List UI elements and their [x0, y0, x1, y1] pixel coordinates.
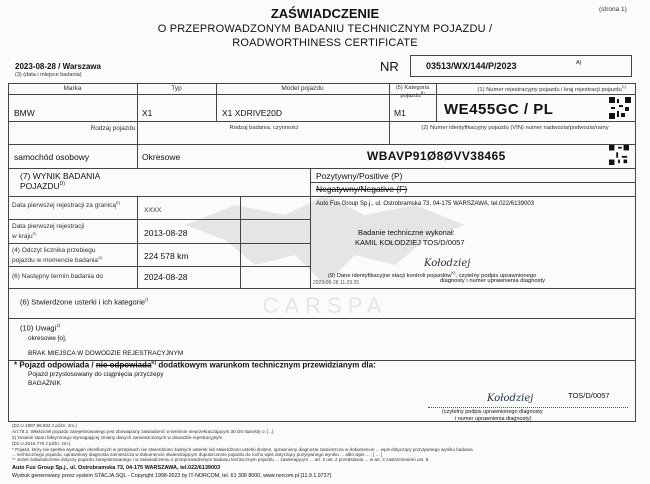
first-reg-abroad-label: Data pierwszej rejestracji za granicą$^{E)}$	[12, 200, 121, 210]
grid-line	[8, 243, 310, 244]
col-make-header: Marka	[63, 85, 82, 92]
vehicle-type: X1	[142, 108, 153, 118]
footnote: 2) zmianie stanu faktycznego wymagającej zmiany danych zamieszczonych w dowodzie rejestracyjnym	[12, 435, 223, 440]
certificate-number-sup: A)	[576, 60, 582, 66]
grid-line	[8, 94, 636, 95]
grid-line	[8, 219, 310, 220]
footer-company: Auto Fus Group Sp.j., ul. Ostrobramska 73, 04-175 WARSZAWA, tel.022/6139003	[12, 465, 221, 471]
odometer-value: 224 578 km	[144, 251, 189, 261]
inspector-note-2: diagnosty i numer uprawnienia diagnosty	[440, 278, 546, 284]
grid-line	[137, 196, 138, 288]
vehicle-model: X1 XDRIVE20D	[222, 108, 282, 118]
col-type-header: Typ	[171, 85, 182, 92]
result-positive: Pozytywny/Positive (P)	[316, 171, 403, 181]
vin-label: (2) Numer identyfikacyjny pojazdu (VIN) numer nadwozia/podwozia/ramy	[421, 125, 609, 131]
first-reg-value: 2013-08-28	[144, 228, 188, 238]
grid-line	[8, 266, 310, 267]
inspector-note-1: (9) Dane identyfikacyjne stacji kontroli pojazdów$^{K)}$, czytelny podpis uprawnionego	[328, 270, 537, 279]
nr-label: NR	[380, 59, 399, 74]
subtitle-pl: O PRZEPROWADZONYM BADANIU TECHNICZNYM POJAZDU /	[157, 23, 493, 35]
bottom-signature: Kołodziej	[487, 393, 534, 404]
grid-line	[8, 288, 636, 289]
footnote: (Dz.U.2015.776 z późn. zm.)	[12, 441, 71, 446]
grid-line	[240, 196, 241, 288]
page-title: ZAŚWIADCZENIE	[270, 6, 380, 21]
inspection-kind-value: Okresowe	[142, 152, 181, 162]
date-place-note: (3) (data i miejsce badania)	[15, 72, 82, 78]
footer-system: Wydruk generowany przez system STACJA.SQL - Copyright 1998-2023 by IT-NORCOM, tel. 61 306 8000, www.norcom.pl [11.9.1.9737]	[12, 473, 331, 479]
timestamp: 2023-08-28 11:29:25	[313, 280, 360, 286]
grid-line	[8, 196, 636, 197]
footnote: ... technicznego pojazdu, uprawniony diagnosta zamieszcza w dokumencie stwierdzającym dopuszczenie pojazdu do ruchu wpis dotyczący pozytywnego wyniku ... albo wpis ... ; [ ... ]	[12, 452, 383, 457]
col-category-header: (5) Kategoria pojazdu$^{B)}$	[395, 85, 430, 100]
qr-code-icon	[609, 97, 631, 119]
remarks-line-2: BRAK MIEJSCA W DOWODZIE REJESTRACYJNYM	[28, 350, 184, 357]
footnote: ** Jeżeli zaświadczenie dotyczy pojazdu zarejestrowanego i w zaświadczeniu o przeprowadzonym badaniu technicznym pojazdu ... zawierającym ... art. 2 ust. 2 przedstawia ... w art. 2 zastrzeżeniem ust. 5.	[12, 457, 430, 462]
vehicle-category: M1	[394, 108, 406, 118]
remarks-line-5: BAGAŻNIK	[28, 380, 61, 387]
footnote: (Dz.U.1997.98.602 z późn. zm.)	[12, 423, 77, 428]
remarks-line-4: Pojazd przystosowany do ciągnięcia przyczepy	[28, 371, 164, 378]
grid-line	[8, 144, 636, 145]
certificate-number: 03513/WX/144/P/2023	[426, 61, 517, 71]
first-reg-abroad-value: XXXX	[144, 207, 162, 214]
footnote: Art.78.2. Właściciel pojazdu zarejestrowanego jest obowiązany zawiadomić w terminie nieprzekraczającym 30 dni starostę o: [...]	[12, 429, 274, 434]
footnote: * Pojazd, który nie spełnia wymagań określonych w przepisach nie stwierdzono żadnych usterek lub stwierdzono usterki drobne, uprawniony diagnosta zamieszcza w dokumencie ... wpis dotyczący pozytywnego wyniku badania	[12, 447, 473, 452]
vin-value: WBAVP91Ø8ØVV38465	[367, 149, 506, 163]
grid-line	[436, 83, 437, 121]
kind-value: samochód osobowy	[14, 152, 90, 162]
next-inspection-value: 2024-08-28	[144, 272, 188, 282]
bottom-note-2: i numer uprawnienia diagnosty)	[455, 416, 532, 422]
remarks-line-1: okresowe [o],	[28, 335, 67, 342]
remarks-label: (10) Uwagi$^{J)}$	[20, 323, 61, 333]
first-reg-label-2: w kraju$^{F)}$	[12, 231, 37, 241]
remarks-box	[8, 318, 636, 422]
result-negative: Negatywny/Negative (F)	[316, 184, 408, 194]
inspector-name: KAMIL KOŁODZIEJ TOS/D/0057	[355, 238, 465, 247]
station-name: Auto Fus Group Sp.j., ul. Ostrobramska 73, 04-175 WARSZAWA, tel.022/6139003	[316, 201, 535, 207]
kind-label: Rodzaj pojazdu	[90, 125, 136, 132]
grid-line	[8, 168, 636, 169]
bottom-note-1: (czytelny podpis uprawnionego diagnosty	[442, 409, 543, 415]
grid-line	[8, 121, 636, 122]
qr-code-icon	[609, 145, 629, 165]
registration-number: WE455GC / PL	[444, 101, 554, 118]
inspector-signature: Kołodziej	[424, 258, 471, 269]
bottom-inspector-code: TOS/D/0057	[568, 391, 610, 400]
first-reg-label-1: Data pierwszej rejestracji	[12, 223, 85, 230]
date-place: 2023-08-28 / Warszawa	[15, 62, 101, 71]
grid-line	[137, 144, 138, 168]
remarks-line-3: * Pojazd odpowiada / nie odpowiada$^{K)}$ dodatkowym warunkom technicznym przewidzianym dla:	[14, 360, 376, 370]
grid-line	[310, 182, 636, 183]
watermark-text: CARSPA	[262, 293, 388, 318]
result-label: (7) WYNIK BADANIA $POJAZDU^{D)}$	[20, 171, 100, 191]
vehicle-make: BMW	[14, 108, 35, 118]
grid-line	[310, 196, 311, 288]
next-inspection-label: (6) Następny termin badania do	[12, 273, 104, 280]
odometer-label-1: (4) Odczyt licznika przebiegu	[12, 247, 96, 254]
col-model-header: Model pojazdu	[281, 85, 324, 92]
page-label: (strona 1)	[599, 6, 627, 13]
inspection-kind-label: Rodzaj badania, czynności	[229, 125, 299, 131]
defects-label: (6) Stwierdzone usterki i ich kategorie$^{I)}$	[20, 297, 148, 307]
col-reg-header: (1) Numer rejestracyjny pojazdu i kraj rejestracji pojazdu$^{C)}$	[477, 84, 626, 93]
odometer-label-2: pojazdu w momencie badania$^{G)}$	[12, 255, 103, 265]
performed-label: Badanie techniczne wykonał:	[358, 228, 455, 237]
subtitle-en: ROADWORTHINESS CERTIFICATE	[232, 37, 418, 49]
